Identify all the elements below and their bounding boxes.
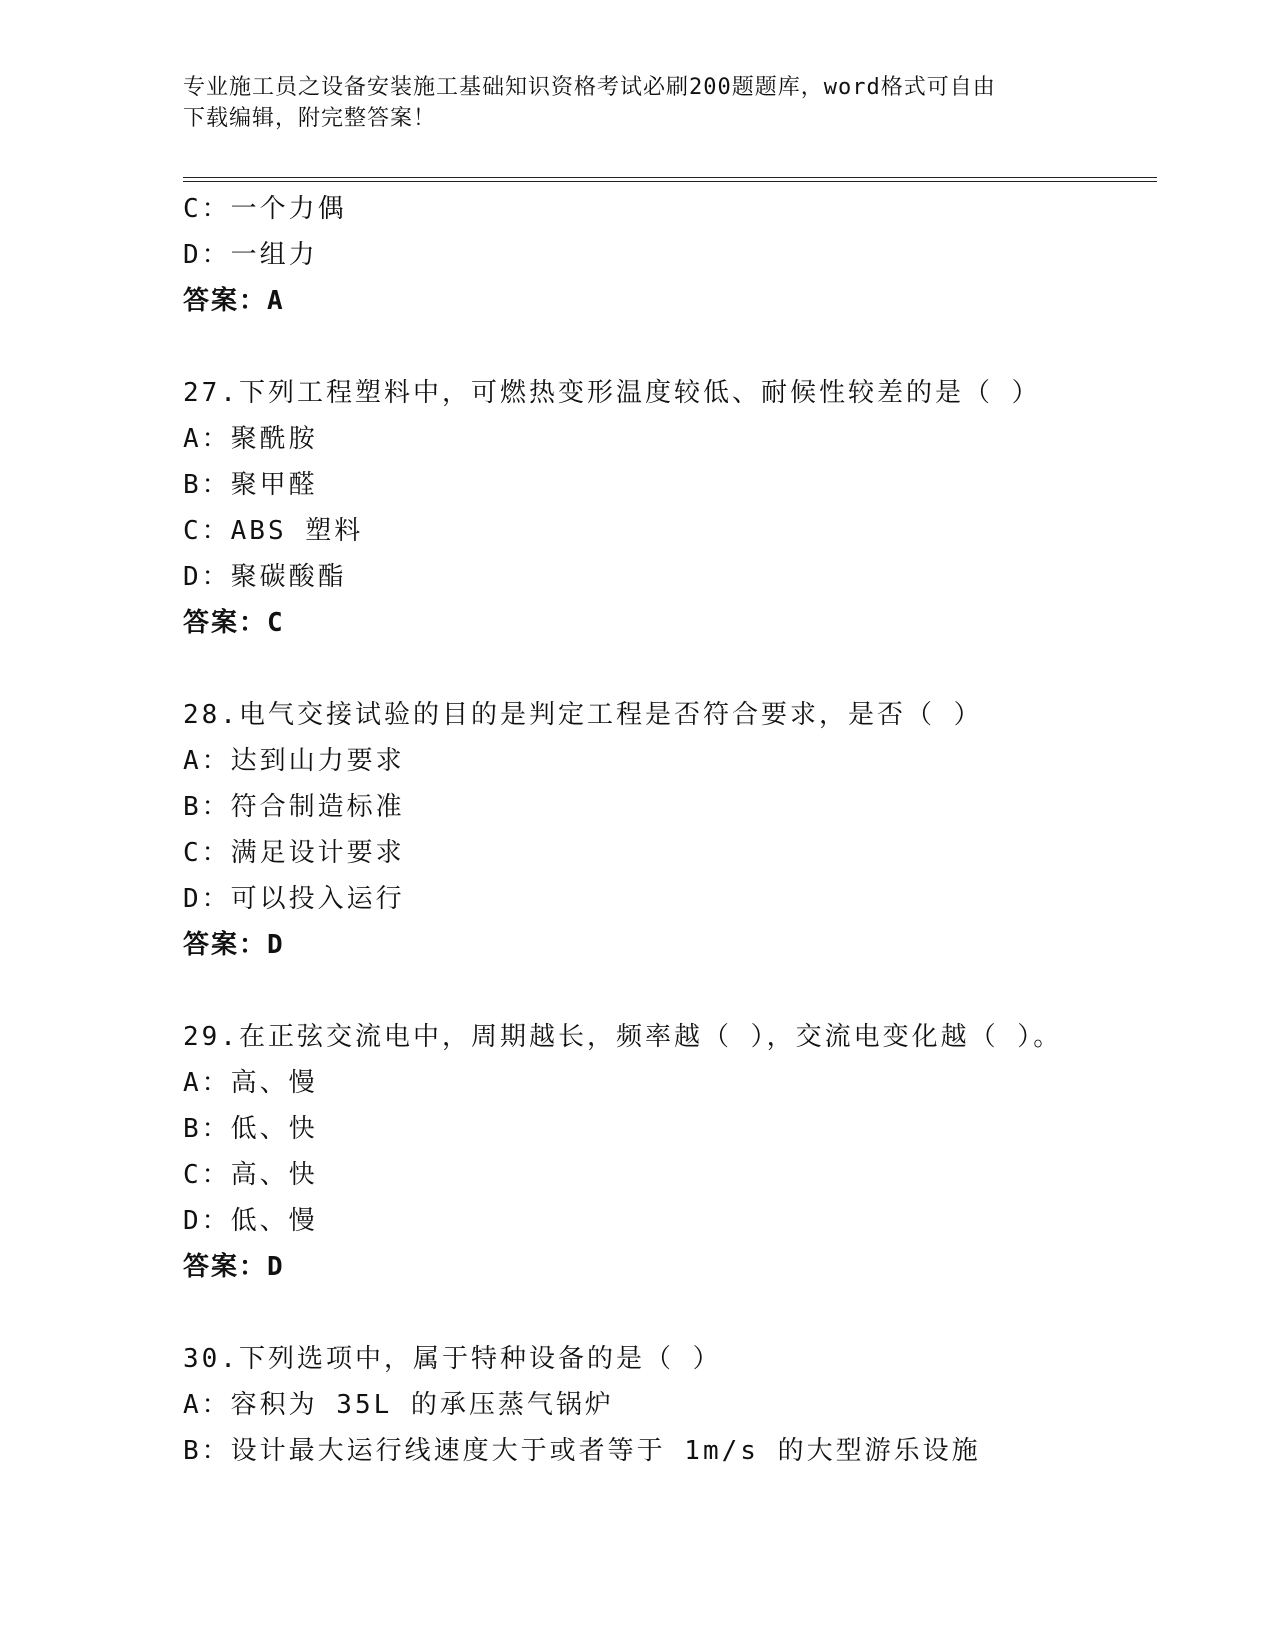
question-stem: 30.下列选项中，属于特种设备的是（ ） <box>183 1344 722 1374</box>
option-b: B：聚甲醛 <box>183 470 318 500</box>
question-spacer <box>183 324 1183 370</box>
answer-line: 答案：A <box>183 286 285 316</box>
question-spacer <box>183 646 1183 692</box>
header-divider-top <box>183 177 1157 178</box>
answer-line: 答案：D <box>183 1252 285 1282</box>
option-b: B：低、快 <box>183 1114 318 1144</box>
option-a: A：聚酰胺 <box>183 424 318 454</box>
option-a: A：达到山力要求 <box>183 746 405 776</box>
option-c: C：高、快 <box>183 1160 318 1190</box>
answer-line: 答案：C <box>183 608 285 638</box>
header-line-2: 下载编辑，附完整答案！ <box>183 106 437 131</box>
option-c: C：ABS 塑料 <box>183 516 364 546</box>
previous-question-tail <box>183 186 1183 324</box>
option-c: C：一个力偶 <box>183 194 347 224</box>
document-header <box>183 72 1053 134</box>
option-b: B：设计最大运行线速度大于或者等于 1m/s 的大型游乐设施 <box>183 1436 981 1466</box>
header-line-1: 专业施工员之设备安装施工基础知识资格考试必刷200题题库，word格式可自由 <box>183 75 996 100</box>
option-a: A：高、慢 <box>183 1068 318 1098</box>
question-spacer <box>183 1290 1183 1336</box>
question-spacer <box>183 968 1183 1014</box>
question-list <box>183 186 1183 1474</box>
question-stem: 29.在正弦交流电中，周期越长，频率越（ ），交流电变化越（ ）。 <box>183 1022 1063 1052</box>
option-a: A：容积为 35L 的承压蒸气锅炉 <box>183 1390 614 1420</box>
option-d: D：可以投入运行 <box>183 884 405 914</box>
question-29 <box>183 1014 1183 1290</box>
option-d: D：一组力 <box>183 240 318 270</box>
option-d: D：聚碳酸酯 <box>183 562 347 592</box>
question-30 <box>183 1336 1183 1474</box>
option-b: B：符合制造标准 <box>183 792 405 822</box>
question-stem: 27.下列工程塑料中，可燃热变形温度较低、耐候性较差的是（ ） <box>183 378 1041 408</box>
question-stem: 28.电气交接试验的目的是判定工程是否符合要求，是否（ ） <box>183 700 983 730</box>
header-divider-bottom <box>183 181 1157 182</box>
option-c: C：满足设计要求 <box>183 838 405 868</box>
question-27 <box>183 370 1183 646</box>
question-28 <box>183 692 1183 968</box>
option-d: D：低、慢 <box>183 1206 318 1236</box>
answer-line: 答案：D <box>183 930 285 960</box>
